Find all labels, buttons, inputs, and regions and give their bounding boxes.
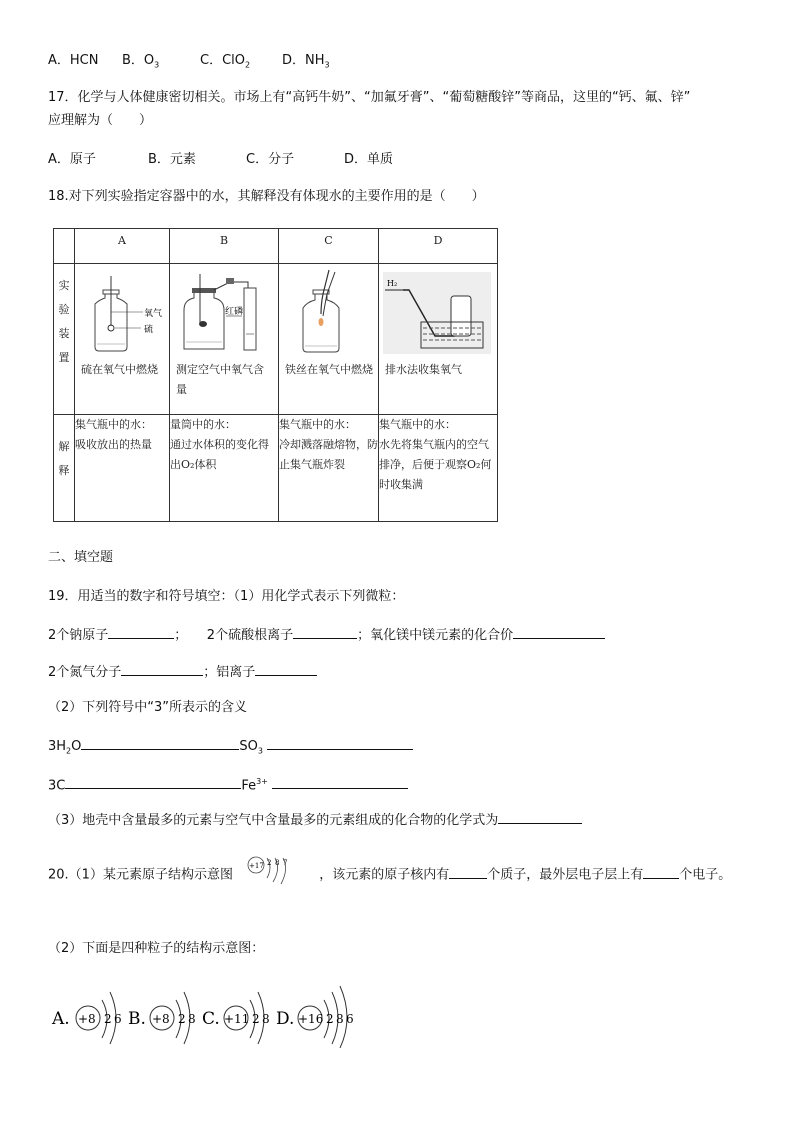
- explanation-c: 集气瓶中的水： 冷却溅落融熔物，防止集气瓶炸裂: [279, 415, 379, 522]
- svg-text:+8: +8: [78, 1012, 96, 1026]
- q16-option-c: C．ClO$_2$: [200, 53, 251, 70]
- q16-options: [48, 52, 330, 75]
- answer-blank[interactable]: [255, 662, 317, 676]
- svg-text:8: 8: [275, 859, 280, 867]
- q16-option-a: A．HCN: [48, 53, 99, 68]
- q16-option-d: D．$NH_3$: [282, 53, 330, 70]
- q20-part1: 20.（1）某元素原子结构示意图 +17 2 8 7 ，该元素的原子核内有 个质子，最外层电子层上有 个电子。: [48, 864, 731, 886]
- q19-stem: 19．用适当的数字和符号填空：（1）用化学式表示下列微粒：: [48, 589, 405, 604]
- answer-blank[interactable]: [449, 865, 487, 879]
- explanation-a: 集气瓶中的水： 吸收放出的热量: [75, 415, 170, 522]
- col-a-header: A: [75, 229, 170, 264]
- row-apparatus-header: 实验装置: [54, 264, 75, 415]
- row-explanation-header: 解释: [54, 415, 75, 522]
- caption-c: 铁丝在氧气中燃烧: [285, 363, 373, 376]
- particle-a: [51, 992, 122, 1044]
- svg-text:2: 2: [104, 1012, 112, 1026]
- atom-structure-diagram: [245, 856, 307, 886]
- answer-blank[interactable]: [272, 775, 408, 789]
- svg-text:8: 8: [336, 1012, 344, 1026]
- q17-options: [48, 151, 393, 169]
- svg-text:+11: +11: [224, 1012, 250, 1026]
- col-b-header: B: [170, 229, 279, 264]
- particle-c: [202, 992, 270, 1044]
- svg-text:8: 8: [188, 1012, 196, 1026]
- apparatus-c: [279, 264, 379, 415]
- q19-line2: 2个氮气分子 ；铝离子: [48, 662, 317, 682]
- svg-text:+8: +8: [152, 1012, 170, 1026]
- q18-stem: 18.对下列实验指定容器中的水，其解释没有体现水的主要作用的是（ ）: [48, 189, 485, 204]
- iron-wire-figure: [279, 264, 378, 359]
- water-displacement-figure: [379, 264, 497, 359]
- explanation-b: 量筒中的水： 通过水体积的变化得出O₂体积: [170, 415, 279, 522]
- q17-stem-line1: 17．化学与人体健康密切相关。市场上有“高钙牛奶”、“加氟牙膏”、“葡萄糖酸锌”等商品，这里的“钙、氟、锌”: [48, 90, 691, 105]
- q17-option-a: A．原子: [48, 152, 96, 167]
- q17-stem-line2: 应理解为（ ）: [48, 113, 153, 128]
- particle-b: [128, 992, 196, 1044]
- svg-text:D.: D.: [276, 1009, 295, 1029]
- svg-text:2: 2: [252, 1012, 260, 1026]
- q19-sub3: （3）地壳中含量最多的元素与空气中含量最多的元素组成的化合物的化学式为: [48, 810, 582, 830]
- apparatus-d: [379, 264, 498, 415]
- label-sulfur: 硫: [144, 325, 154, 335]
- answer-blank[interactable]: [81, 736, 239, 750]
- particle-d: [276, 986, 354, 1048]
- answer-blank[interactable]: [108, 625, 174, 639]
- label-oxygen: 氧气: [144, 309, 163, 319]
- q19-line1: 2个钠原子 ； 2个硫酸根离子 ；氧化镁中镁元素的化合价: [48, 625, 605, 645]
- q16-option-b: B．$O_3$: [122, 53, 160, 70]
- q19-symbols-row2: 3C $Fe^{3+}$: [48, 773, 408, 795]
- col-c-header: C: [279, 229, 379, 264]
- q19-sub2: （2）下列符号中“3”所表示的含义: [48, 700, 248, 715]
- label-h2: H₂: [387, 279, 398, 288]
- col-d-header: D: [379, 229, 498, 264]
- svg-text:+17: +17: [249, 862, 264, 870]
- answer-blank[interactable]: [513, 625, 605, 639]
- q20-part2: （2）下面是四种粒子的结构示意图：: [48, 941, 265, 956]
- apparatus-a: [75, 264, 170, 415]
- oxygen-content-figure: [170, 264, 278, 359]
- particle-structures: [48, 982, 378, 1048]
- svg-text:A.: A.: [52, 1009, 70, 1029]
- q19-symbols-row1: $3H_2O$ $SO_3$: [48, 736, 413, 761]
- svg-text:2: 2: [178, 1012, 186, 1026]
- answer-blank[interactable]: [65, 775, 241, 789]
- q18-experiment-table: [53, 228, 498, 522]
- svg-text:C.: C.: [202, 1009, 220, 1029]
- svg-text:6: 6: [114, 1012, 122, 1026]
- sulfur-burning-figure: [75, 264, 169, 359]
- svg-text:B.: B.: [128, 1009, 146, 1029]
- answer-blank[interactable]: [293, 625, 357, 639]
- answer-blank[interactable]: [643, 865, 679, 879]
- svg-text:7: 7: [283, 859, 288, 867]
- label-red-phosphorus: 红磷: [225, 307, 244, 317]
- answer-blank[interactable]: [267, 736, 413, 750]
- answer-blank[interactable]: [498, 810, 582, 824]
- svg-text:8: 8: [262, 1012, 270, 1026]
- caption-d: 排水法收集氧气: [385, 363, 462, 376]
- svg-text:+16: +16: [298, 1012, 324, 1026]
- caption-a: 硫在氧气中燃烧: [81, 363, 158, 376]
- caption-b: 测定空气中氧气含量: [176, 363, 264, 396]
- svg-text:2: 2: [267, 859, 272, 867]
- q17-option-c: C．分子: [246, 152, 295, 167]
- explanation-d: 集气瓶中的水： 水先将集气瓶内的空气排净，后便于观察O₂何时收集满: [379, 415, 498, 522]
- q17-option-d: D．单质: [344, 152, 394, 167]
- answer-blank[interactable]: [121, 662, 203, 676]
- section-title: 二、填空题: [48, 550, 114, 565]
- svg-text:6: 6: [346, 1012, 354, 1026]
- q17-option-b: B．元素: [148, 152, 196, 167]
- svg-text:2: 2: [326, 1012, 334, 1026]
- apparatus-b: [170, 264, 279, 415]
